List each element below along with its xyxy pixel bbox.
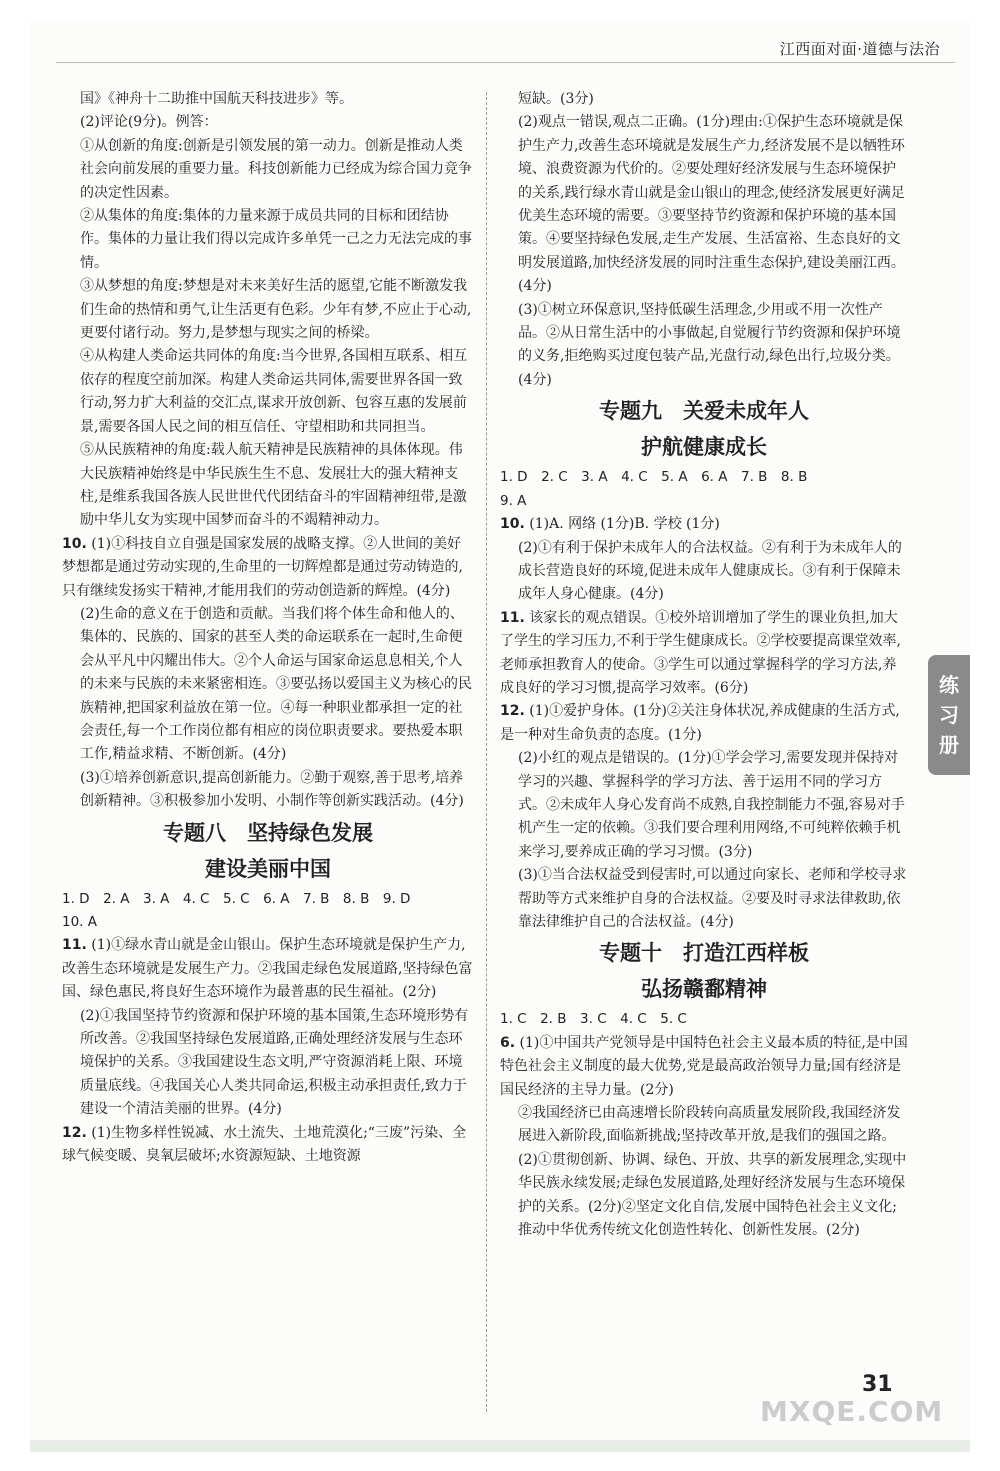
answer-paragraph <box>500 1032 908 1102</box>
section-title: 专题十 打造江西样板 <box>599 941 809 966</box>
answer-paragraph <box>80 135 474 205</box>
left-column <box>62 88 474 1168</box>
answer-paragraph <box>518 88 908 111</box>
side-tab-char: 练 <box>939 673 959 697</box>
page-header: 江西面对面·道德与法治 <box>779 40 940 58</box>
answer-text: ①从创新的角度:创新是引领发展的第一动力。创新是推动人类社会向前发展的重要力量。科技创新能力已经成为综合国力竞争的决定性因素。 <box>80 137 472 201</box>
multiple-choice-answers: 1. D 2. C 3. A 4. C 5. A 6. A 7. B 8. B <box>500 469 808 486</box>
answer-paragraph <box>80 1005 474 1122</box>
side-tab-char: 册 <box>939 733 959 757</box>
answer-text: (1)A. 网络 (1分)B. 学校 (1分) <box>529 516 720 533</box>
question-number: 11. <box>62 937 87 954</box>
answer-paragraph <box>518 111 908 298</box>
question-number: 6. <box>500 1034 516 1051</box>
question-number: 12. <box>500 703 525 720</box>
answer-paragraph <box>80 603 474 767</box>
answer-text: (1)生物多样性锐减、水土流失、土地荒漠化;“三废”污染、全球气候变暖、臭氧层破坏;水资源短缺、土地资源 <box>62 1124 467 1165</box>
right-column <box>500 88 908 1242</box>
answer-paragraph <box>500 607 908 701</box>
section-title: 专题八 坚持绿色发展 <box>163 820 373 845</box>
answer-paragraph <box>518 747 908 864</box>
multiple-choice-answers: 1. C 2. B 3. C 4. C 5. C <box>500 1011 687 1028</box>
answer-text: ②我国经济已由高速增长阶段转向高质量发展阶段,我国经济发展进入新阶段,面临新挑战;坚持改革开放,是我们的强国之路。 <box>518 1105 901 1145</box>
side-tab-practice-book <box>928 655 970 775</box>
answer-paragraph <box>518 537 908 607</box>
answer-text: (3)①培养创新意识,提高创新能力。②勤于观察,善于思考,培养创新精神。③积极参加小发明、小制作等创新实践活动。(4分) <box>80 769 464 810</box>
section-title: 专题九 关爱未成年人 <box>599 399 809 424</box>
answer-text: 短缺。(3分) <box>518 91 594 107</box>
page-number: 31 <box>862 1372 893 1397</box>
answer-paragraph <box>518 299 908 393</box>
answer-text: (3)①当合法权益受到侵害时,可以通过向家长、老师和学校寻求帮助等方式来维护自身的合法权益。②要及时寻求法律救助,依靠法律维护自己的合法权益。(4分) <box>518 867 907 930</box>
answer-paragraph <box>518 1149 908 1243</box>
header-rule <box>56 62 955 63</box>
multiple-choice-answers: 9. A <box>500 492 527 509</box>
answer-text: 该家长的观点错误。①校外培训增加了学生的课业负担,加大了学生的学习压力,不利于学生健康成长。②学校要提高课堂效率,老师承担教育人的使命。③学生可以通过掌握科学的学习方法,养成良好的学习习惯,提高学习效率。(6分) <box>500 609 901 696</box>
answer-text: 国》《神舟十二助推中国航天科技进步》等。 <box>80 91 353 107</box>
answer-paragraph <box>62 1122 474 1169</box>
question-number: 10. <box>62 535 87 552</box>
answer-paragraph <box>80 88 474 111</box>
answer-paragraph <box>80 439 474 533</box>
answer-text: (1)①中国共产党领导是中国特色社会主义最本质的特征,是中国特色社会主义制度的最大优势,党是最高政治领导力量;国有经济是国民经济的主导力量。(2分) <box>500 1034 908 1098</box>
answer-paragraph <box>80 111 474 134</box>
answer-paragraph <box>518 864 908 934</box>
answer-text: (1)①绿水青山就是金山银山。保护生态环境就是保护生产力,改善生态环境就是发展生产力。②我国走绿色发展道路,坚持绿色富国、绿色惠民,将良好生态环境作为最普惠的民生福祉。(2分) <box>62 937 473 1001</box>
section-title: 建设美丽中国 <box>205 856 331 881</box>
answer-text: (2)生命的意义在于创造和贡献。当我们将个体生命和他人的、集体的、民族的、国家的甚至人类的命运联系在一起时,生命便会从平凡中闪耀出伟大。②个人命运与国家命运息息相关,个人的未来与民族的未来紧密相连。③要弘扬以爱国主义为核心的民族精神,把国家利益放在第一位。④每一种职业都承担一定的社会责任,每一个工作岗位都有相应的岗位职责要求。要热爱本职工作,精益求精、不断创新。(4分) <box>80 605 472 763</box>
question-number: 11. <box>500 609 525 626</box>
multiple-choice-answers: 10. A <box>62 914 97 930</box>
answer-text: (3)①树立环保意识,坚持低碳生活理念,少用或不用一次性产品。②从日常生活中的小事做起,自觉履行节约资源和保护环境的义务,拒绝购买过度包装产品,光盘行动,绿色出行,垃圾分类。(4分) <box>518 301 901 388</box>
question-number: 12. <box>62 1124 87 1141</box>
answer-text: ③从梦想的角度:梦想是对未来美好生活的愿望,它能不断激发我们生命的热情和勇气,让生活更有色彩。少年有梦,不应止于心动,更要付诸行动。努力,是梦想与现实之间的桥梁。 <box>80 278 472 342</box>
answer-paragraph <box>62 934 474 1004</box>
question-number: 10. <box>500 516 525 533</box>
column-divider <box>486 92 487 1412</box>
answer-paragraph <box>80 345 474 439</box>
answer-text: (2)①贯彻创新、协调、绿色、开放、共享的新发展理念,实现中华民族永续发展;走绿色发展道路,处理好经济发展与生态环境保护的关系。(2分)②坚定文化自信,发展中国特色社会主义文化;推动中华优秀传统文化创造性转化、创新性发展。(2分) <box>518 1151 907 1239</box>
answer-paragraph <box>518 1102 908 1149</box>
answer-text: (2)①有利于保护未成年人的合法权益。②有利于为未成年人的成长营造良好的环境,促进未成年人健康成长。③有利于保障未成年人身心健康。(4分) <box>518 539 902 603</box>
answer-text: (2)小红的观点是错误的。(1分)①学会学习,需要发现并保持对学习的兴趣、掌握科学的学习方法、善于运用不同的学习方式。②未成年人身心发育尚不成熟,自我控制能力不强,容易对手机产生一定的依赖。③我们要合理利用网络,不可纯粹依赖手机来学习,要养成正确的学习习惯。(3分) <box>518 750 905 860</box>
side-tab-char: 习 <box>939 703 959 727</box>
answer-paragraph <box>500 700 908 747</box>
answer-text: ②从集体的角度:集体的力量来源于成员共同的目标和团结协作。集体的力量让我们得以完成许多单凭一己之力无法完成的事情。 <box>80 208 472 271</box>
section-title: 护航健康成长 <box>641 435 767 460</box>
answer-paragraph <box>500 513 908 536</box>
answer-text: (2)评论(9分)。例答： <box>80 114 218 131</box>
answer-text: ④从构建人类命运共同体的角度:当今世界,各国相互联系、相互依存的程度空前加深。构建人类命运共同体,需要世界各国一致行动,努力扩大利益的交汇点,谋求开放创新、包容互惠的发展前景,需要各国人民之间的相互信任、守望相助和共同担当。 <box>80 348 468 435</box>
answer-paragraph <box>80 767 474 814</box>
watermark: MXQE.COM <box>760 1395 944 1428</box>
multiple-choice-answers: 1. D 2. A 3. A 4. C 5. C 6. A 7. B 8. B 9. D <box>62 890 411 907</box>
answer-text: (2)①我国坚持节约资源和保护环境的基本国策,生态环境形势有所改善。②我国坚持绿色发展道路,正确处理经济发展与生态环境保护的关系。③我国建设生态文明,严守资源消耗上限、环境质量底线。④我国关心人类共同命运,积极主动承担责任,致力于建设一个清洁美丽的世界。(4分) <box>80 1007 469 1118</box>
answer-text: ⑤从民族精神的角度:载人航天精神是民族精神的具体体现。伟大民族精神始终是中华民族生生不息、发展壮大的强大精神支柱,是维系我国各族人民世世代代团结奋斗的牢固精神纽带,是激励中华儿女为实现中国梦而奋斗的不竭精神动力。 <box>80 442 467 529</box>
answer-paragraph <box>62 533 474 603</box>
answer-paragraph <box>80 275 474 345</box>
answer-paragraph <box>80 205 474 275</box>
bottom-strip <box>30 1440 970 1452</box>
answer-text: (1)①爱护身体。(1分)②关注身体状况,养成健康的生活方式,是一种对生命负责的态度。(1分) <box>500 703 900 743</box>
answer-text: (1)①科技自立自强是国家发展的战略支撑。②人世间的美好梦想都是通过劳动实现的,生命里的一切辉煌都是通过劳动铸造的,只有继续发扬实干精神,才能用我们的劳动创造新的辉煌。(4分) <box>62 535 463 599</box>
answer-text: (2)观点一错误,观点二正确。(1分)理由:①保护生态环境就是保护生产力,改善生态环境就是发展生产力,经济发展不是以牺牲环境、浪费资源为代价的。②要处理好经济发展与生态环境保护的关系,践行绿水青山就是金山银山的理念,使经济发展更好满足优美生态环境的需要。③要坚持节约资源和保护环境的基本国策。④要坚持绿色发展,走生产发展、生活富裕、生态良好的文明发展道路,加快经济发展的同时注重生态保护,建设美丽江西。(4分) <box>518 114 905 295</box>
section-title: 弘扬赣鄱精神 <box>641 977 767 1002</box>
